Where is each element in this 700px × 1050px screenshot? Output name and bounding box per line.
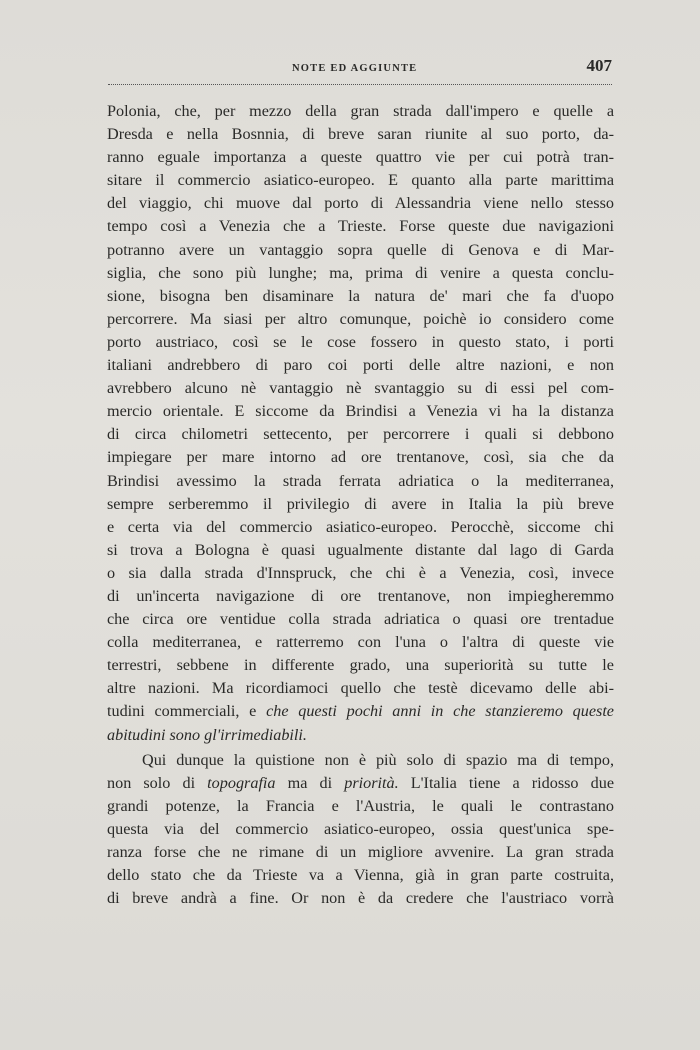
text-segment: Brindisi avessimo la strada ferrata adriatica o la mediterranea, (107, 471, 614, 490)
text-segment: e certa via del commercio asiatico-europeo. Perocchè, siccome chi (107, 517, 614, 536)
text-line (107, 795, 614, 818)
text-segment: dello stato che da Trieste va a Vienna, già in gran parte costruita, (107, 866, 614, 885)
text-line (107, 285, 614, 308)
text-line (107, 539, 614, 562)
text-line (107, 400, 614, 423)
text-segment: siglia, che sono più lunghe; ma, prima di venire a questa conclu- (107, 263, 614, 282)
body-text (107, 100, 614, 910)
text-segment: tempo così a Venezia che a Trieste. Forse queste due navigazioni (107, 217, 614, 236)
text-segment: Qui dunque la quistione non è più solo di spazio ma di tempo, (142, 750, 614, 769)
text-segment: italiani andrebbero di paro coi porti delle altre nazioni, e non (107, 356, 614, 375)
text-segment: questa via del commercio asiatico-europeo, ossia quest'unica spe- (107, 819, 614, 838)
text-line (107, 864, 614, 887)
text-segment: terrestri, sebbene in differente grado, una superiorità su tutte le (107, 656, 614, 675)
text-segment: di un'incerta navigazione di ore trentanove, non impiegheremmo (107, 586, 614, 605)
text-line (107, 446, 614, 469)
text-segment: di circa chilometri settecento, per percorrere i quali si debbono (107, 425, 614, 444)
text-line (107, 169, 614, 192)
text-segment: L'Italia tiene a ridosso due (398, 773, 614, 792)
text-segment: sione, bisogna ben disaminare la natura de' mari che fa d'uopo (107, 286, 614, 305)
text-line (107, 608, 614, 631)
text-line (107, 841, 614, 864)
text-line (107, 562, 614, 585)
text-segment: che circa ore ventidue colla strada adriatica o quasi ore trentadue (107, 610, 614, 629)
text-line (107, 585, 614, 608)
text-line (107, 493, 614, 516)
text-line (107, 516, 614, 539)
text-segment: ranza forse che ne rimane di un migliore avvenire. La gran strada (107, 843, 614, 861)
text-line (107, 239, 614, 262)
text-line (107, 724, 614, 747)
text-segment: impiegare per mare intorno ad ore trentanove, così, sia che da (107, 448, 614, 467)
italic-text: topografia (207, 773, 276, 792)
text-segment: di breve andrà a fine. Or non è da credere che l'austriaco vorrà (107, 889, 614, 908)
page-number: 407 (586, 56, 612, 75)
text-line (107, 308, 614, 331)
text-segment: Dresda e nella Bosnnia, di breve saran riunite al suo porto, da- (107, 125, 614, 144)
text-line (107, 377, 614, 400)
text-line (107, 354, 614, 377)
italic-text: priorità. (344, 773, 399, 792)
text-segment: mercio orientale. E siccome da Brindisi a Venezia vi ha la distanza (107, 402, 614, 421)
text-line (107, 192, 614, 215)
page-header (108, 58, 612, 88)
text-line (107, 123, 614, 146)
text-segment: del viaggio, chi muove dal porto di Alessandria viene nello stesso (107, 194, 614, 213)
text-segment: sitare il commercio asiatico-europeo. E quanto alla parte marittima (107, 171, 614, 190)
text-line (107, 772, 614, 795)
text-line (107, 331, 614, 354)
text-segment: ranno eguale importanza a queste quattro vie per cui potrà tran- (107, 148, 614, 167)
text-line (107, 654, 614, 677)
text-segment: porto austriaco, così se le cose fossero in questo stato, i porti (107, 332, 614, 351)
text-segment: percorrere. Ma siasi per altro comunque, poichè io considero come (107, 309, 614, 328)
text-segment: tudini commerciali, e (107, 702, 267, 721)
text-line (107, 146, 614, 169)
text-line (107, 700, 614, 723)
text-line (107, 749, 614, 772)
italic-text: abitudini sono gl'irrimediabili. (107, 725, 307, 744)
running-head: NOTE ED AGGIUNTE (292, 63, 418, 74)
text-segment: sempre serberemmo il privilegio di avere in Italia la più breve (107, 494, 614, 513)
text-line (107, 423, 614, 446)
text-line (107, 887, 614, 910)
text-line (107, 215, 614, 238)
text-segment: o sia dalla strada d'Innspruck, che chi è a Venezia, così, invece (107, 563, 614, 582)
text-segment: grandi potenze, la Francia e l'Austria, le quali le contrastano (107, 796, 614, 815)
text-segment: non solo di (107, 773, 208, 792)
text-line (107, 470, 614, 493)
text-line (107, 818, 614, 841)
text-line (107, 100, 614, 123)
text-line (107, 631, 614, 654)
text-segment: Polonia, che, per mezzo della gran strada dall'impero e quelle a (107, 102, 614, 120)
text-segment: ma di (275, 773, 345, 792)
text-segment: avrebbero alcuno nè vantaggio nè svantaggio su di essi pel com- (107, 379, 614, 398)
text-segment: colla mediterranea, e ratterremo con l'una o l'altra di queste vie (107, 633, 614, 652)
text-line (107, 262, 614, 285)
italic-text: che questi pochi anni in che stanzieremo queste (266, 702, 614, 721)
text-line (107, 677, 614, 700)
header-rule (108, 84, 612, 85)
text-segment: altre nazioni. Ma ricordiamoci quello che testè dicevamo delle abi- (107, 679, 614, 698)
text-segment: potranno avere un vantaggio sopra quelle di Genova e di Mar- (107, 240, 614, 259)
text-segment: si trova a Bologna è quasi ugualmente distante dal lago di Garda (107, 540, 614, 559)
